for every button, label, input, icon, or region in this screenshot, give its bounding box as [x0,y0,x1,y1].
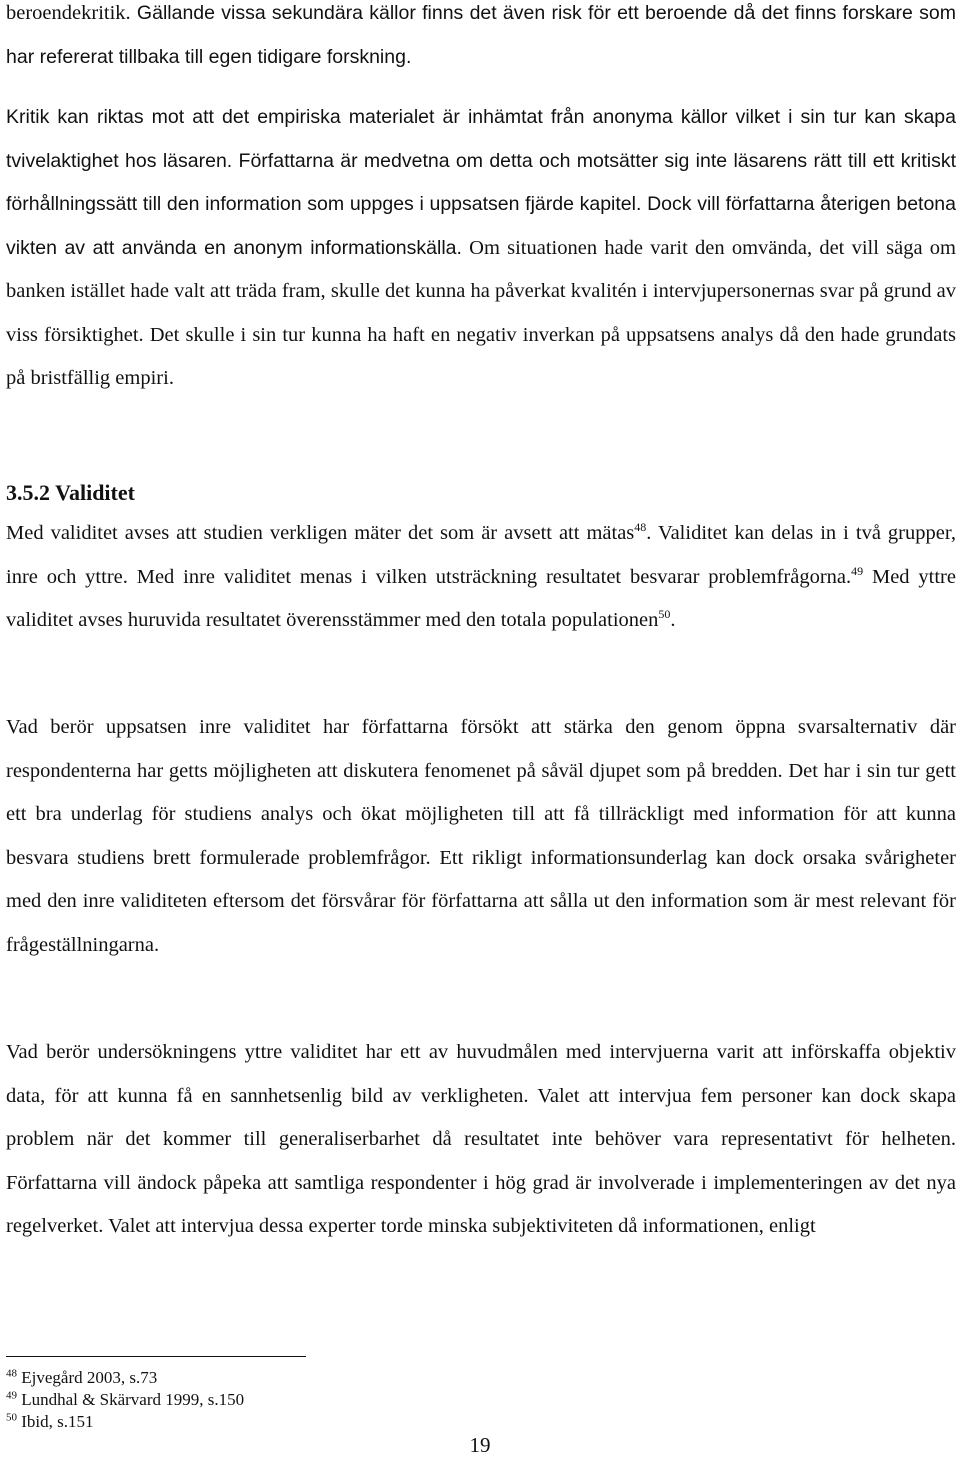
paragraph-internal-validity: Vad berör uppsatsen inre validitet har författarna försökt att stärka den genom öppna svarsalternativ där respondenterna har getts möjligheten att diskutera fenomenet på såväl djupet som på bredden. Det har i sin tur gett ett bra underlag för studiens analys och ökat möjligheten till att få tillräckligt med information för att kunna besvara studiens brett formulerade problemfrågor. Ett rikligt informationsunderlag kan dock orsaka svårigheter med den inre validiteten eftersom det försvårar för författarna att sålla ut den information som är mest relevant för frågeställningarna. [6,716,956,956]
footnote [6,1390,244,1410]
paragraph-source-criticism [6,96,956,401]
paragraph-continuation [6,0,956,79]
paragraph-text: . Validitet kan delas in i två grupper, inre och yttre. Med inre validitet menas i vilken utsträckning resultatet besvarar problemfrågorna. [6,522,956,588]
footnote-separator [6,1356,306,1357]
footnote [6,1412,94,1432]
footnote-ref[interactable]: 50 [658,607,671,622]
paragraph-text: Med validitet avses att studien verkligen mäter det som är avsett att mätas [6,522,635,544]
paragraph-text: Om situationen hade varit den omvända, det vill säga om banken istället hade valt att träda fram, skulle det kunna ha påverkat kvalitén i intervjupersonernas svar på grund av viss försiktighet. Det skulle i sin tur kunna ha haft en negativ inverkan på uppsatsens analys då den hade grundats på bristfällig empiri. [6,236,957,389]
paragraph-validity-definition [6,512,956,643]
footnote-ref[interactable]: 49 [851,563,864,578]
footnote [6,1368,157,1388]
paragraph-text: beroendekritik. [6,2,131,24]
paragraph-text: Gällande vissa sekundära källor finns det även risk för ett beroende då det finns forskare som har refererat tillbaka till egen tidigare forskning. [6,2,956,68]
paragraph-text: . [670,609,676,631]
footnote-ref[interactable]: 48 [634,520,647,535]
footnote-number: 48 [6,1367,17,1380]
paragraph-external-validity: Vad berör undersökningens yttre validitet har ett av huvudmålen med intervjuerna varit att införskaffa objektiv data, för att kunna få en sannhetsenlig bild av verkligheten. Valet att intervjua fem personer kan dock skapa problem när det kommer till generaliserbarhet då resultatet inte behöver vara representativt för helheten. Författarna vill ändock påpeka att samtliga respondenter i hög grad är involverade i implementeringen av det nya regelverket. Valet att intervjua dessa experter torde minska subjektiviteten då informationen, enligt [6,1041,956,1237]
footnote-text: Ibid, s.151 [17,1412,94,1431]
paragraph-text: Författarna är medvetna om detta och motsätter sig inte läsarens rätt till ett kritiskt förhållningssätt till den information som uppges i uppsatsen fjärde kapitel. Dock vill författarna återigen betona vikten av att använda en anonym informationskälla. [6,149,957,259]
paragraph-text: Med yttre validitet avses huruvida resultatet överensstämmer med den totala populationen [6,565,956,631]
section-heading: 3.5.2 Validitet [6,480,135,505]
footnote-text: Ejvegård 2003, s.73 [17,1368,158,1387]
paragraph-text: Kritik kan riktas mot att det empiriska materialet är inhämtat från anonyma källor vilket i sin tur kan skapa tvivelaktighet hos läsaren. [6,106,956,172]
footnote-number: 49 [6,1389,17,1402]
footnote-text: Lundhal & Skärvard 1999, s.150 [17,1390,245,1409]
footnote-number: 50 [6,1411,17,1424]
page-number: 19 [469,1433,491,1457]
